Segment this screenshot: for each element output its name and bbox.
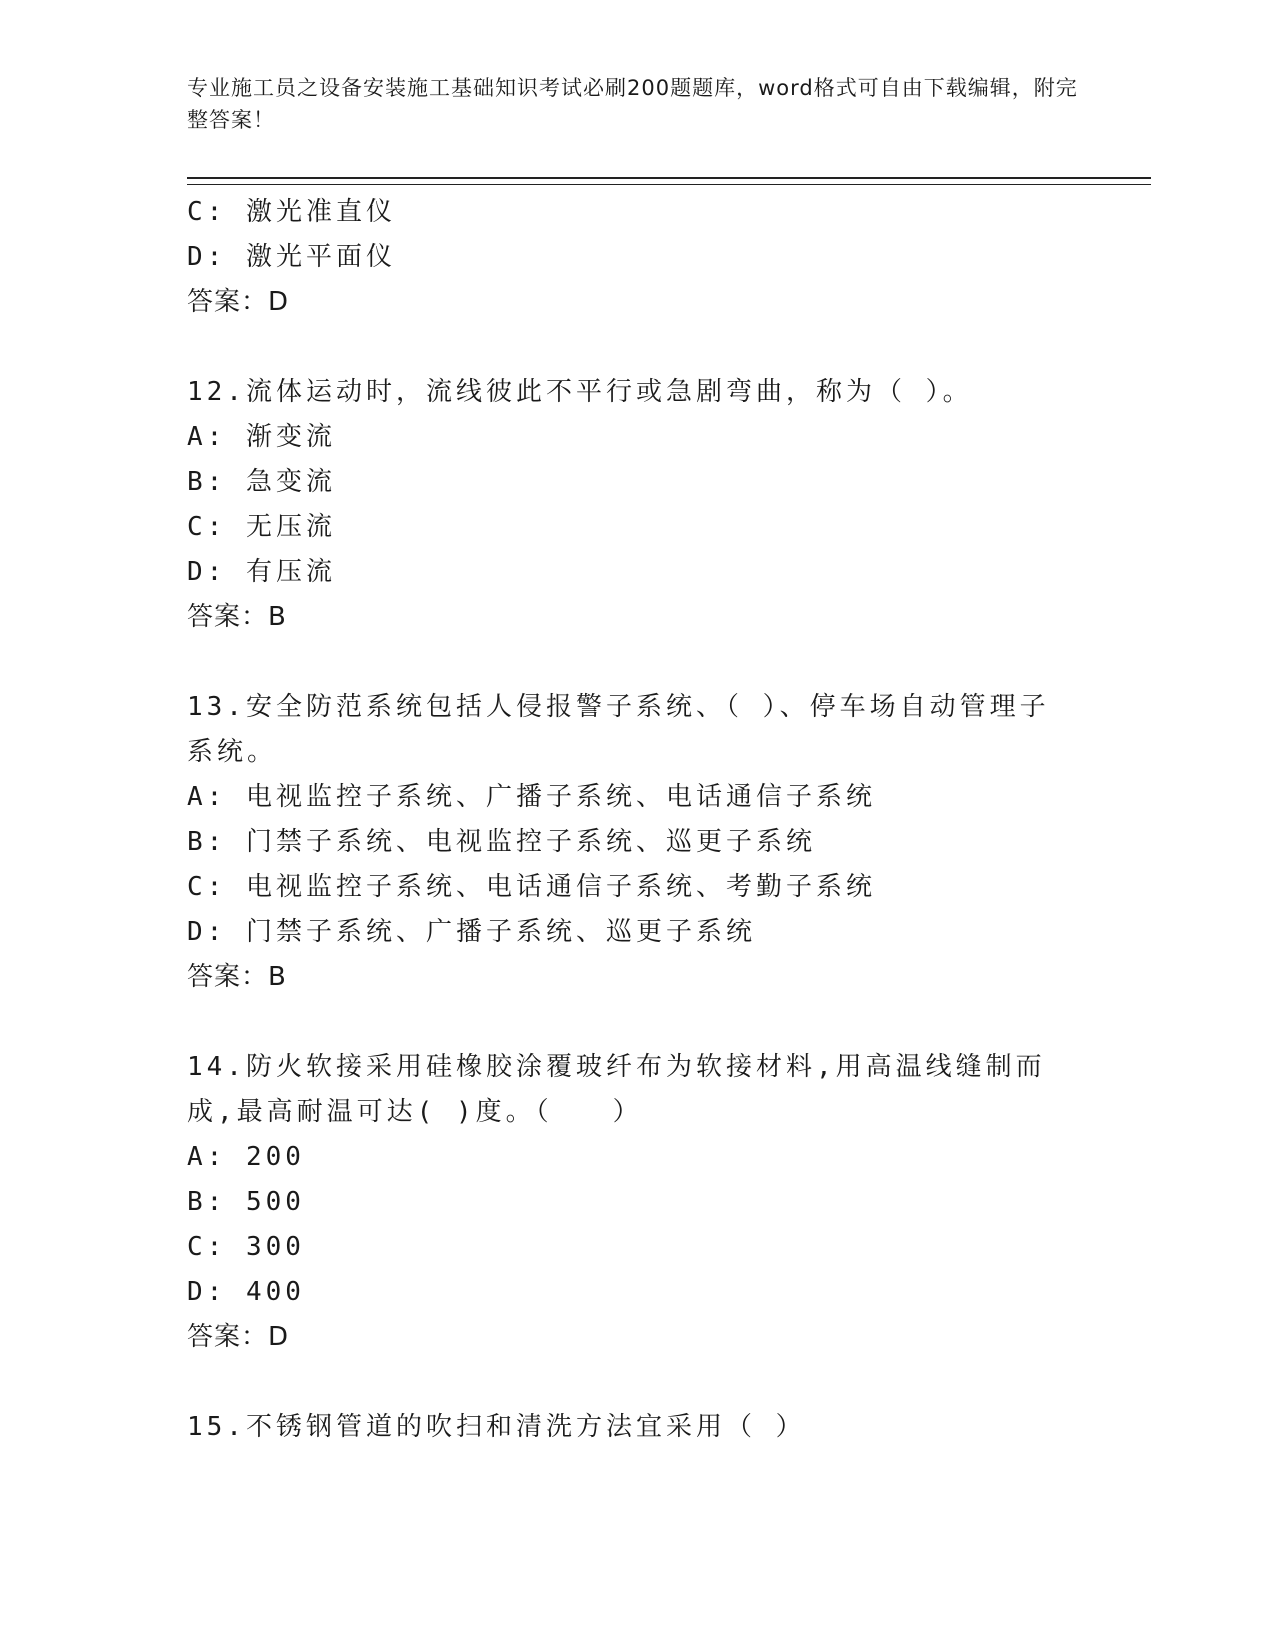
option-d: D: 门禁子系统、广播子系统、巡更子系统	[187, 917, 756, 947]
option-b: B: 500	[187, 1187, 305, 1217]
option-d: D: 400	[187, 1277, 305, 1307]
option-c: C: 无压流	[187, 512, 336, 542]
option-d: D: 激光平面仪	[187, 242, 396, 272]
option-a: A: 渐变流	[187, 422, 336, 452]
question-12-text: 12.流体运动时，流线彼此不平行或急剧弯曲，称为（ ）。	[187, 377, 973, 407]
answer-line: 答案：B	[187, 962, 287, 992]
question-15-text: 15.不锈钢管道的吹扫和清洗方法宜采用（ ）	[187, 1412, 806, 1442]
document-body	[187, 190, 1077, 1450]
option-c: C: 电视监控子系统、电话通信子系统、考勤子系统	[187, 872, 876, 902]
question-14-text: 14.防火软接采用硅橡胶涂覆玻纤布为软接材料,用高温线缝制而成,最高耐温可达( )度。（ ）	[187, 1052, 1046, 1127]
question-13-text: 13.安全防范系统包括人侵报警子系统、（ ）、停车场自动管理子系统。	[187, 692, 1050, 767]
option-b: B: 急变流	[187, 467, 336, 497]
option-d: D: 有压流	[187, 557, 336, 587]
document-title: 专业施工员之设备安装施工基础知识考试必刷200题题库，word格式可自由下载编辑，附完整答案！	[187, 76, 1078, 132]
answer-line: 答案：D	[187, 1322, 290, 1352]
option-c: C: 300	[187, 1232, 305, 1262]
option-b: B: 门禁子系统、电视监控子系统、巡更子系统	[187, 827, 816, 857]
option-a: A: 200	[187, 1142, 305, 1172]
option-c: C: 激光准直仪	[187, 197, 396, 227]
option-a: A: 电视监控子系统、广播子系统、电话通信子系统	[187, 782, 876, 812]
answer-line: 答案：D	[187, 287, 290, 317]
header-divider	[187, 177, 1151, 185]
answer-line: 答案：B	[187, 602, 287, 632]
